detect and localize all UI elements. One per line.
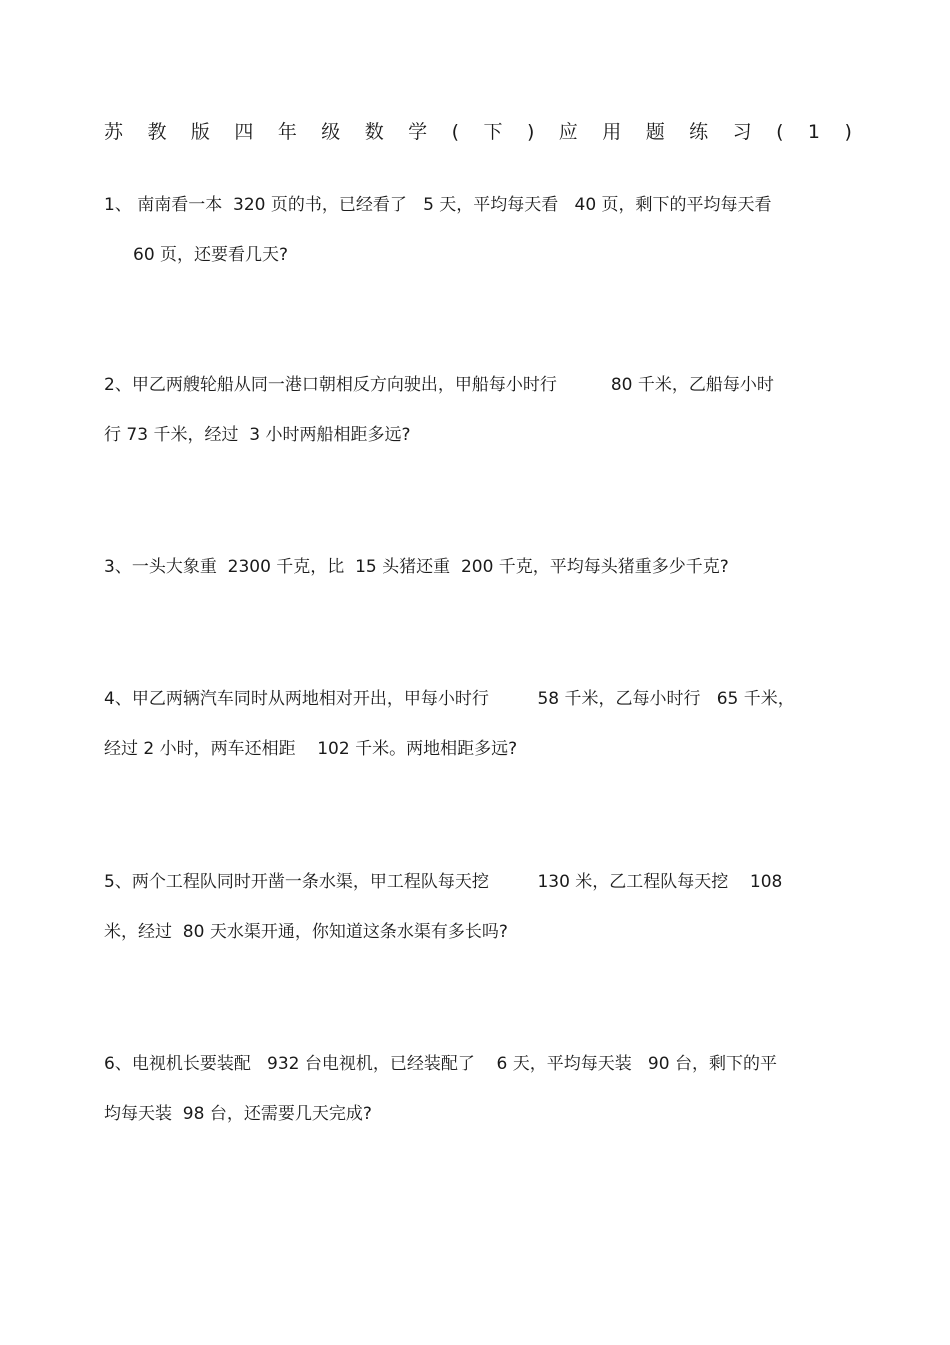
title-char: 四 (234, 121, 254, 143)
question-line: 60 页，还要看几天? (133, 245, 289, 265)
question-5 (104, 857, 848, 957)
title-char: ) (526, 121, 535, 143)
question-1 (104, 180, 848, 280)
question-line: 3、一头大象重 2300 千克，比 15 头猪还重 200 千克，平均每头猪重多少千克? (104, 557, 729, 577)
title-char: 下 (483, 121, 503, 143)
title-char: 版 (190, 121, 210, 143)
title-char: 数 (364, 121, 384, 143)
title-char: ) (844, 121, 852, 143)
question-line: 2、甲乙两艘轮船从同一港口朝相反方向驶出，甲船每小时行 80 千米，乙船每小时 (104, 375, 774, 395)
title-char: 教 (147, 121, 167, 143)
title-char: 学 (408, 121, 428, 143)
title-char: 题 (645, 121, 665, 143)
title-char: 用 (602, 121, 622, 143)
title-char: 1 (807, 121, 821, 143)
question-line: 1、 南南看一本 320 页的书，已经看了 5 天，平均每天看 40 页，剩下的平均每天看 (104, 195, 772, 215)
question-2 (104, 360, 848, 460)
title-char: 苏 (104, 121, 124, 143)
question-line: 均每天装 98 台，还需要几天完成? (104, 1104, 372, 1124)
question-line: 行 73 千米，经过 3 小时两船相距多远? (104, 425, 411, 445)
question-6 (104, 1039, 848, 1139)
question-line: 5、两个工程队同时开凿一条水渠，甲工程队每天挖 130 米，乙工程队每天挖 108 (104, 872, 783, 892)
question-3 (104, 542, 848, 592)
question-line: 4、甲乙两辆汽车同时从两地相对开出，甲每小时行 58 千米，乙每小时行 65 千米， (104, 689, 795, 709)
title-char: 习 (732, 121, 752, 143)
question-line: 米，经过 80 天水渠开通，你知道这条水渠有多长吗? (104, 922, 508, 942)
question-4 (104, 674, 848, 774)
title-char: 年 (277, 121, 297, 143)
title-char: ( (451, 121, 460, 143)
title-char: 应 (558, 121, 578, 143)
title-char: ( (776, 121, 784, 143)
question-line: 6、电视机长要装配 932 台电视机，已经装配了 6 天，平均每天装 90 台，剩下的平 (104, 1054, 777, 1074)
title-char: 级 (321, 121, 341, 143)
title-char: 练 (689, 121, 709, 143)
page-title (104, 118, 852, 146)
question-line: 经过 2 小时，两车还相距 102 千米。两地相距多远? (104, 739, 518, 759)
